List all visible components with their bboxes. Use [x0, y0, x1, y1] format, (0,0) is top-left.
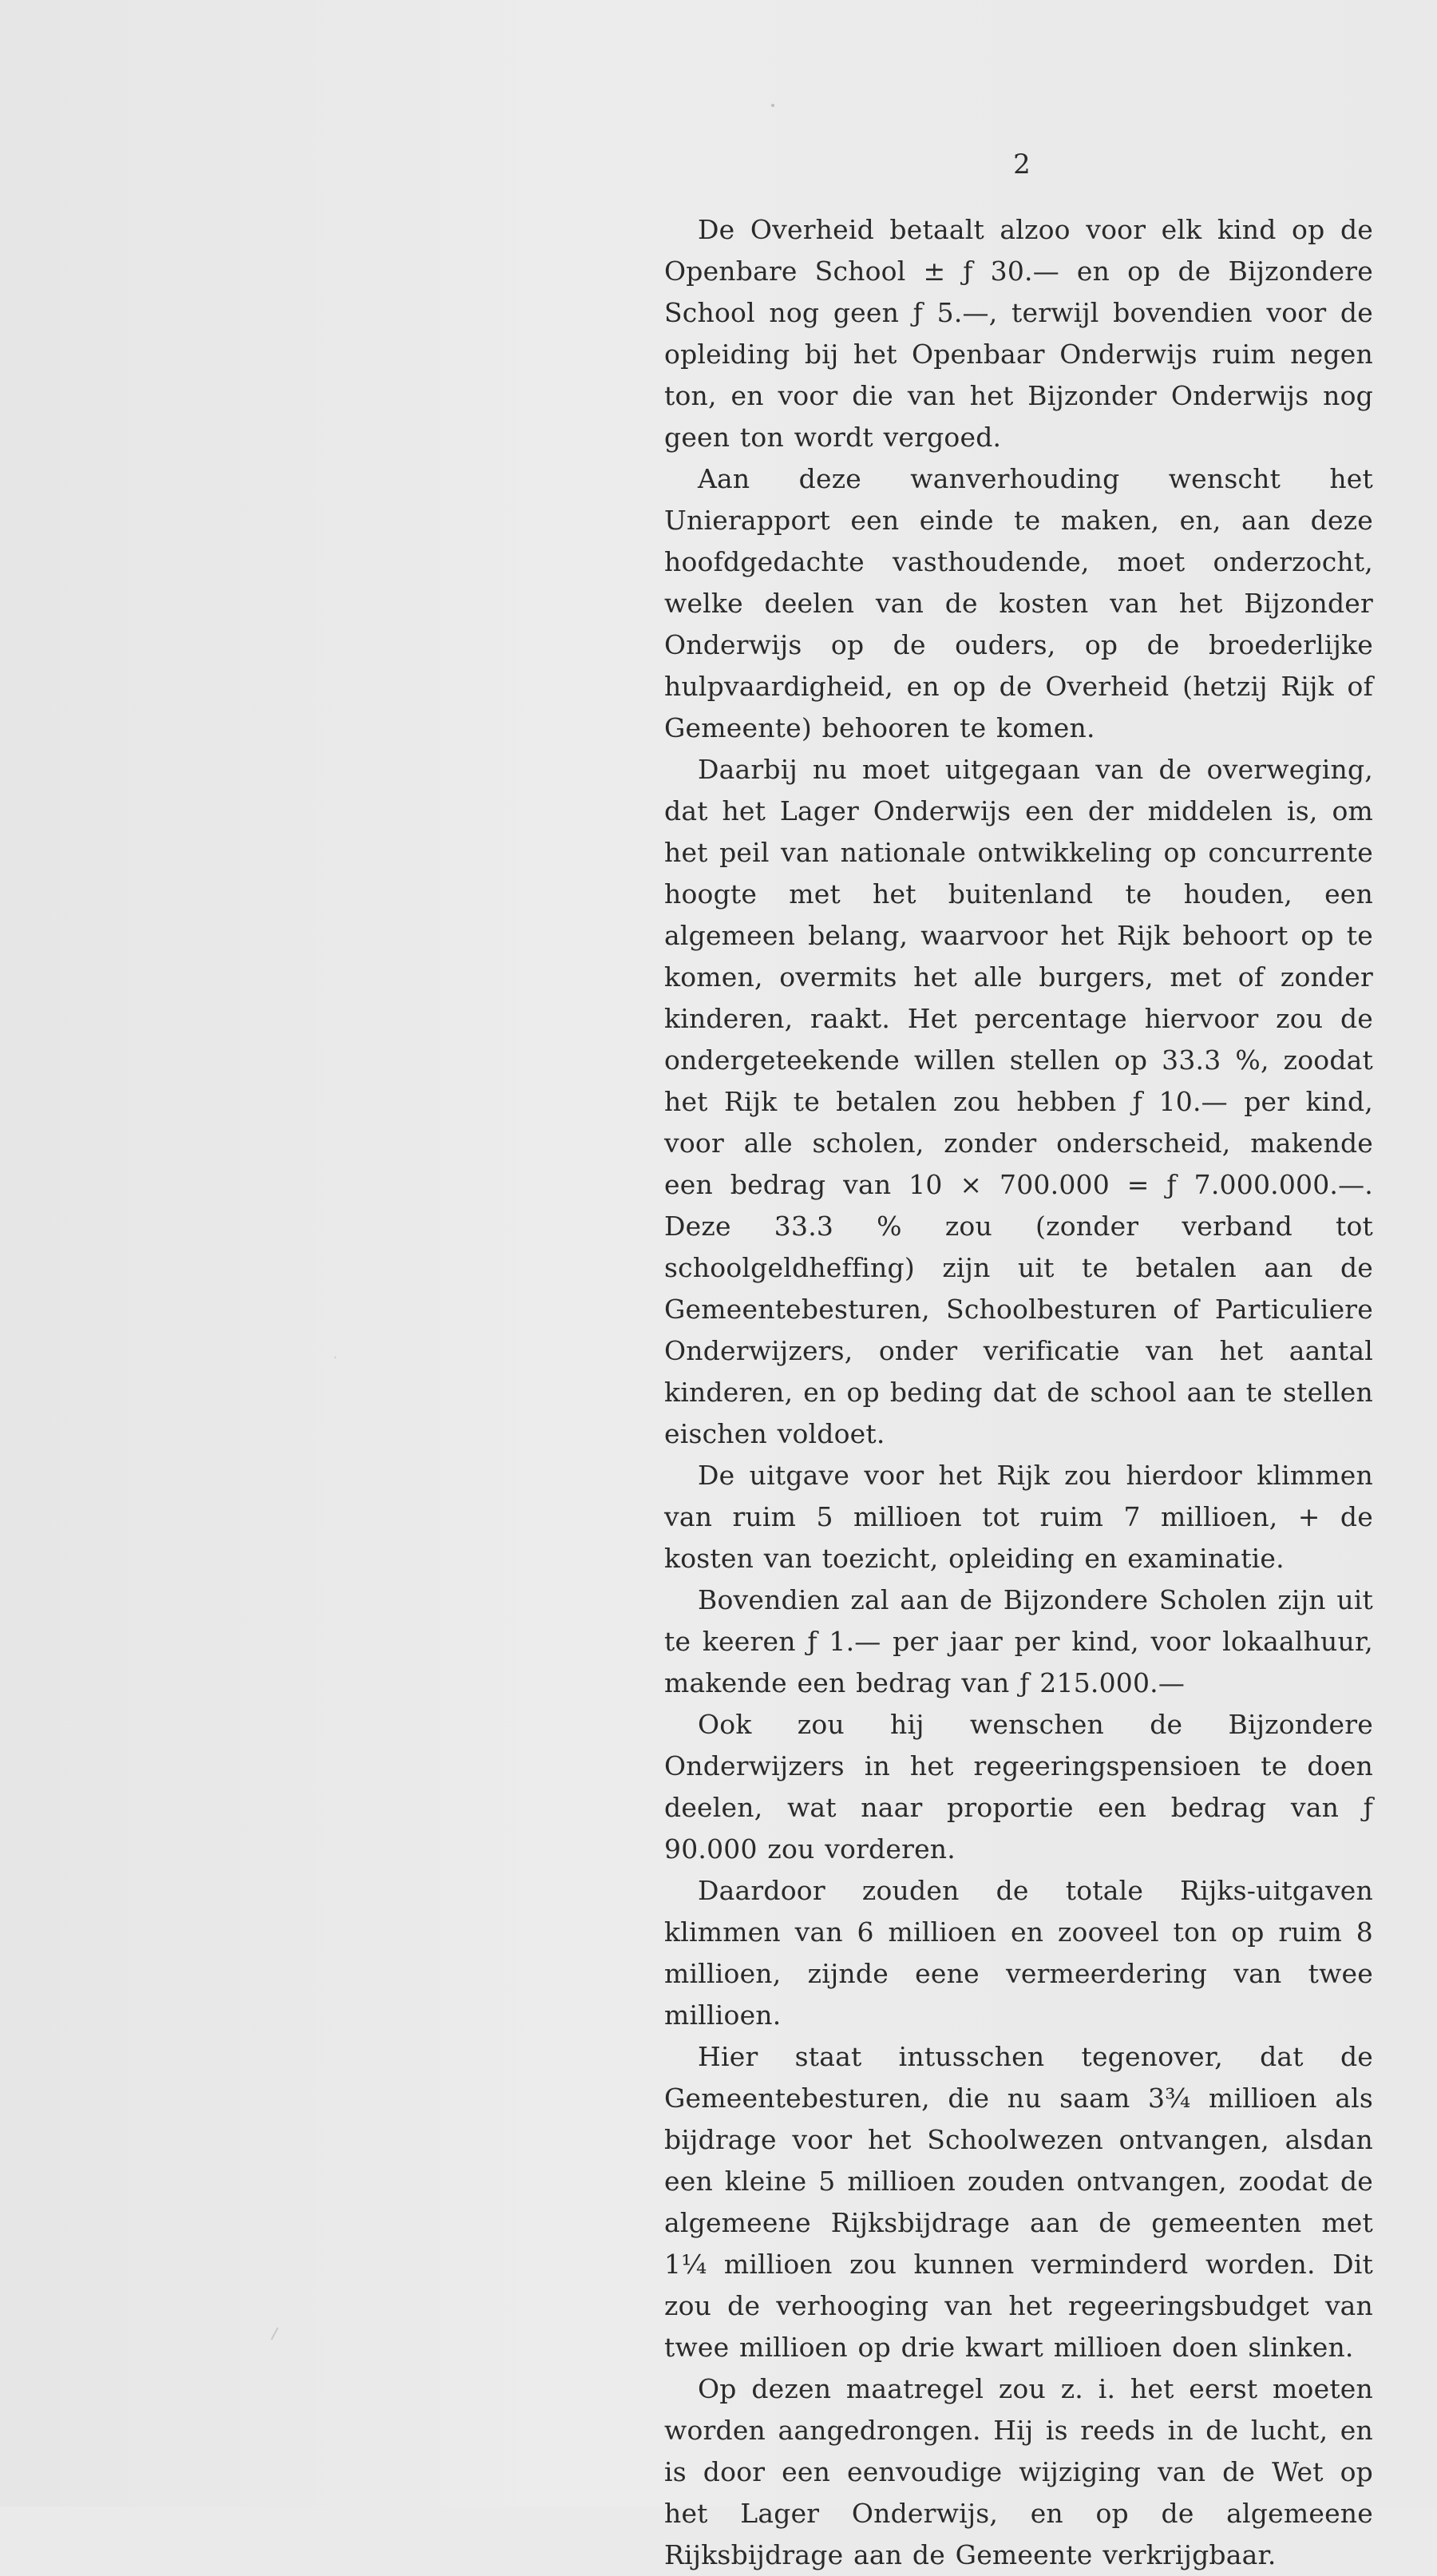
- speck: [271, 2328, 278, 2340]
- page-number: 2: [1013, 149, 1031, 180]
- paragraph: Daardoor zouden de totale Rijks-uitgaven klimmen van 6 millioen en zooveel ton op ruim 8 millioen, zijnde eene vermeerdering van twee millioen.: [664, 1875, 1373, 2031]
- speck: [771, 104, 774, 107]
- paragraph: De Overheid betaalt alzoo voor elk kind op de Openbare School ± ƒ 30.— en op de Bijzondere School nog geen ƒ 5.—, terwijl bovendien voor de opleiding bij het Openbaar Onderwijs ruim negen ton, en voor die van het Bijzonder Onderwijs nog geen ton wordt vergoed.: [664, 214, 1373, 453]
- paragraph: Aan deze wanverhouding wenscht het Unierapport een einde te maken, en, aan deze hoofdgedachte vasthoudende, moet onderzocht, welke deelen van de kosten van het Bijzonder Onderwijs op de ouders, op de broederlijke hulpvaardigheid, en op de Overheid (hetzij Rijk of Gemeente) behooren te komen.: [664, 463, 1373, 743]
- paragraph: Bovendien zal aan de Bijzondere Scholen zijn uit te keeren ƒ 1.— per jaar per kind, voor lokaalhuur, makende een bedrag van ƒ 215.000.—: [664, 1584, 1373, 1698]
- paragraph: Hier staat intusschen tegenover, dat de Gemeentebesturen, die nu saam 3¾ millioen als bijdrage voor het Schoolwezen ontvangen, alsdan een kleine 5 millioen zouden ontvangen, zoodat de algemeene Rijksbijdrage aan de gemeenten met 1¼ millioen zou kunnen verminderd worden. Dit zou de verhooging van het regeeringsbudget van twee millioen op drie kwart millioen doen slinken.: [664, 2041, 1373, 2363]
- paragraph: Ook zou hij wenschen de Bijzondere Onderwijzers in het regeeringspensioen te doen deelen, wat naar proportie een bedrag van ƒ 90.000 zou vorderen.: [664, 1709, 1373, 1865]
- paragraph: De uitgave voor het Rijk zou hierdoor klimmen van ruim 5 millioen tot ruim 7 millioen, + de kosten van toezicht, opleiding en examinatie.: [664, 1460, 1373, 1574]
- speck: [335, 1357, 336, 1358]
- body-text: [664, 209, 1373, 2576]
- paragraph: Op dezen maatregel zou z. i. het eerst moeten worden aangedrongen. Hij is reeds in de lucht, en is door een eenvoudige wijziging van de Wet op het Lager Onderwijs, en op de algemeene Rijksbijdrage aan de Gemeente verkrijgbaar.: [664, 2373, 1373, 2570]
- paragraph: Daarbij nu moet uitgegaan van de overweging, dat het Lager Onderwijs een der middelen is, om het peil van nationale ontwikkeling op concurrente hoogte met het buitenland te houden, een algemeen belang, waarvoor het Rijk behoort op te komen, overmits het alle burgers, met of zonder kinderen, raakt. Het percentage hiervoor zou de ondergeteekende willen stellen op 33.3 %, zoodat het Rijk te betalen zou hebben ƒ 10.— per kind, voor alle scholen, zonder onderscheid, makende een bedrag van 10 × 700.000 = ƒ 7.000.000.—. Deze 33.3 % zou (zonder verband tot schoolgeldheffing) zijn uit te betalen aan de Gemeentebesturen, Schoolbesturen of Particuliere Onderwijzers, onder verificatie van het aantal kinderen, en op beding dat de school aan te stellen eischen voldoet.: [664, 754, 1373, 1449]
